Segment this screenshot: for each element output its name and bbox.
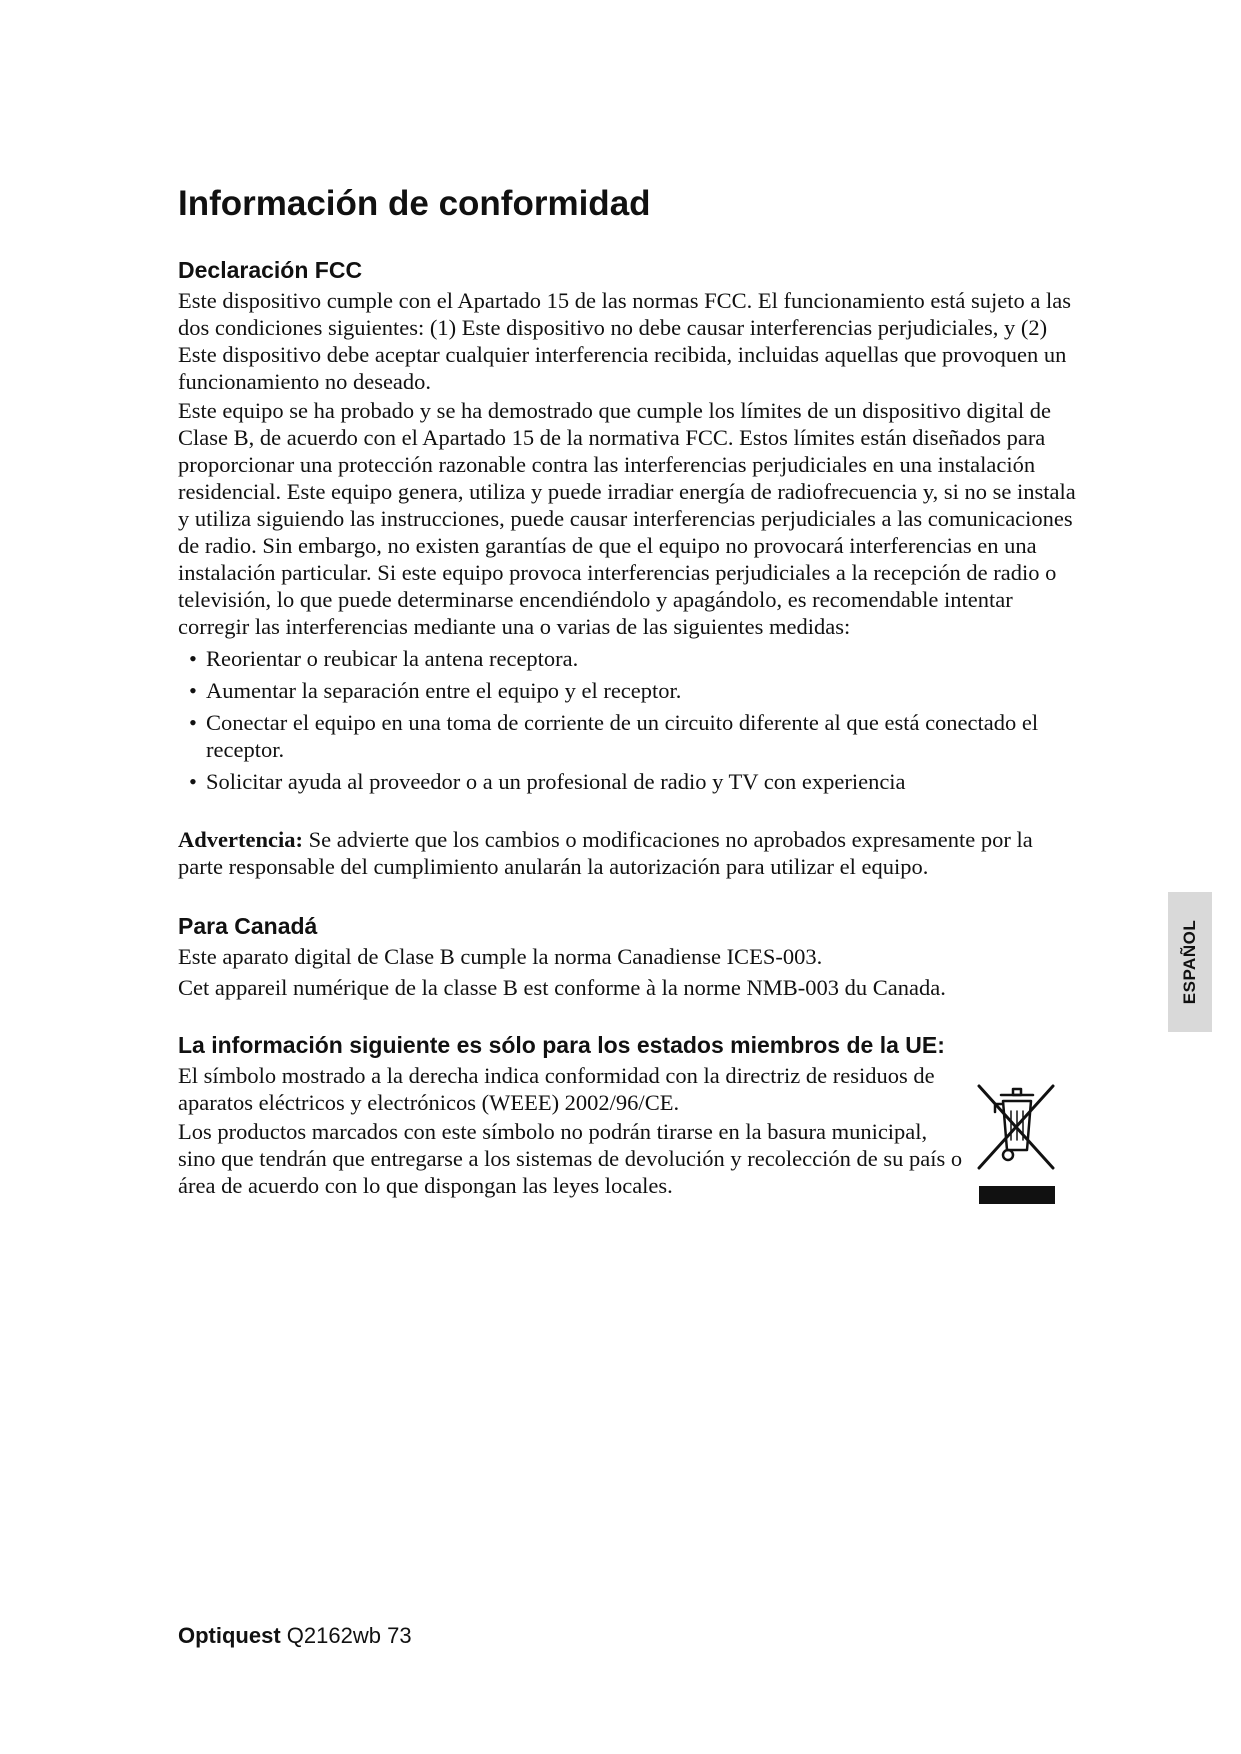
list-item: • Reorientar o reubicar la antena receptora. bbox=[178, 645, 1078, 672]
fcc-measures-list bbox=[178, 645, 1078, 795]
content bbox=[178, 256, 1078, 1199]
language-side-tab bbox=[1168, 892, 1212, 1032]
eu-paragraph-1: El símbolo mostrado a la derecha indica conformidad con la directriz de residuos de aparatos eléctricos y electrónicos (WEEE) 2002/96/CE. bbox=[178, 1063, 935, 1115]
weee-symbol-graphic bbox=[975, 1078, 1059, 1204]
fcc-paragraph-2: Este equipo se ha probado y se ha demostrado que cumple los límites de un dispositivo digital de Clase B, de acuerdo con el Apartado 15 de la normativa FCC. Estos límites están diseñados para proporcionar una protección razonable contra las interferencias perjudiciales en una instalación residencial. Este equipo genera, utiliza y puede irradiar energía de radiofrecuencia y, si no se instala y utiliza siguiendo las instrucciones, puede causar interferencias perjudiciales a las comunicaciones de radio. Sin embargo, no existen garantías de que el equipo no provocará interferencias en una instalación particular. Si este equipo provoca interferencias perjudiciales a la recepción de radio o televisión, lo que puede determinarse encendiéndolo y apagándolo, es recomendable intentar corregir las interferencias mediante una o varias de las siguientes medidas: bbox=[178, 398, 1076, 639]
canada-line-es: Este aparato digital de Clase B cumple la norma Canadiense ICES-003. bbox=[178, 944, 823, 969]
eu-text bbox=[178, 1062, 1078, 1199]
page-title: Información de conformidad bbox=[178, 184, 651, 223]
eu-section bbox=[178, 1031, 1078, 1199]
warning-label: Advertencia: bbox=[178, 827, 303, 852]
fcc-paragraph-1: Este dispositivo cumple con el Apartado 15 de las normas FCC. El funcionamiento está sujeto a las dos condiciones siguientes: (1) Este dispositivo no debe causar interferencias perjudiciales, y (2) Este dispositivo debe aceptar cualquier interferencia recibida, incluidas aquellas que provoquen un funcionamiento no deseado. bbox=[178, 288, 1071, 394]
page-footer bbox=[178, 1623, 412, 1649]
footer-model: Q2162wb bbox=[280, 1623, 381, 1648]
fcc-heading: Declaración FCC bbox=[178, 257, 363, 283]
canada-section bbox=[178, 912, 1078, 1001]
eu-heading: La información siguiente es sólo para los estados miembros de la UE: bbox=[178, 1032, 945, 1058]
page-number: 73 bbox=[380, 1623, 412, 1648]
crossed-out-wheelie-bin-icon bbox=[975, 1078, 1059, 1204]
language-tab-label: ESPAÑOL bbox=[1180, 919, 1199, 1005]
warning-paragraph bbox=[178, 826, 1078, 880]
eu-paragraph-2: Los productos marcados con este símbolo no podrán tirarse en la basura municipal, sino que tendrán que entregarse a los sistemas de devolución y recolección de su país o área de acuerdo con lo que dispongan las leyes locales. bbox=[178, 1119, 963, 1198]
fcc-section bbox=[178, 256, 1078, 880]
list-item: • Conectar el equipo en una toma de corriente de un circuito diferente al que está conectado el receptor. bbox=[178, 709, 1078, 763]
canada-heading: Para Canadá bbox=[178, 913, 318, 939]
footer-brand: Optiquest bbox=[178, 1623, 281, 1648]
list-item: • Solicitar ayuda al proveedor o a un profesional de radio y TV con experiencia bbox=[178, 768, 1078, 795]
warning-text: Se advierte que los cambios o modificaciones no aprobados expresamente por la parte responsable del cumplimiento anularán la autorización para utilizar el equipo. bbox=[178, 827, 1033, 879]
list-item: • Aumentar la separación entre el equipo y el receptor. bbox=[178, 677, 1078, 704]
canada-line-fr: Cet appareil numérique de la classe B est conforme à la norme NMB-003 du Canada. bbox=[178, 975, 946, 1000]
